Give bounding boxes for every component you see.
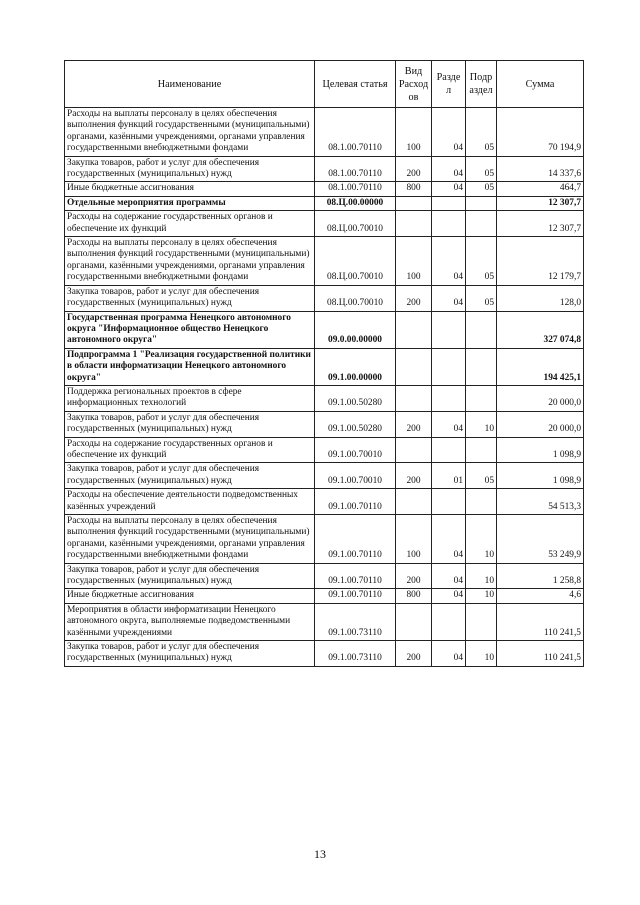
cell-section	[432, 311, 466, 348]
cell-sum: 70 194,9	[497, 108, 584, 157]
cell-name: Иные бюджетные ассигнования	[65, 589, 315, 603]
cell-subsection	[466, 437, 497, 463]
cell-expense-type	[396, 311, 432, 348]
cell-target-article: 09.1.00.50280	[315, 385, 396, 411]
cell-section	[432, 437, 466, 463]
cell-subsection	[466, 348, 497, 385]
cell-subsection	[466, 311, 497, 348]
header-sum: Сумма	[497, 61, 584, 108]
cell-expense-type	[396, 489, 432, 515]
cell-name: Иные бюджетные ассигнования	[65, 182, 315, 196]
table-row	[65, 563, 584, 589]
cell-name: Поддержка региональных проектов в сфере информационных технологий	[65, 385, 315, 411]
cell-sum: 327 074,8	[497, 311, 584, 348]
cell-section: 01	[432, 463, 466, 489]
table-row	[65, 196, 584, 210]
cell-name: Закупка товаров, работ и услуг для обеспечения государственных (муниципальных) нужд	[65, 641, 315, 667]
cell-section	[432, 385, 466, 411]
header-expense-type: Вид Расход ов	[396, 61, 432, 108]
cell-section	[432, 489, 466, 515]
cell-name: Расходы на обеспечение деятельности подведомственных казённых учреждений	[65, 489, 315, 515]
cell-sum: 14 337,6	[497, 156, 584, 182]
cell-name: Расходы на содержание государственных органов и обеспечение их функций	[65, 437, 315, 463]
cell-target-article: 09.1.00.00000	[315, 348, 396, 385]
cell-sum: 54 513,3	[497, 489, 584, 515]
cell-section	[432, 211, 466, 237]
header-section: Разде л	[432, 61, 466, 108]
cell-expense-type: 200	[396, 411, 432, 437]
cell-expense-type: 200	[396, 285, 432, 311]
cell-subsection: 05	[466, 463, 497, 489]
cell-expense-type	[396, 385, 432, 411]
cell-sum: 194 425,1	[497, 348, 584, 385]
cell-target-article: 09.1.00.70010	[315, 437, 396, 463]
table-row	[65, 463, 584, 489]
table-row	[65, 385, 584, 411]
cell-name: Закупка товаров, работ и услуг для обеспечения государственных (муниципальных) нужд	[65, 563, 315, 589]
cell-section	[432, 348, 466, 385]
cell-sum: 1 258,8	[497, 563, 584, 589]
cell-name: Закупка товаров, работ и услуг для обеспечения государственных (муниципальных) нужд	[65, 285, 315, 311]
cell-section: 04	[432, 182, 466, 196]
cell-target-article: 09.1.00.73110	[315, 641, 396, 667]
cell-subsection: 05	[466, 285, 497, 311]
table-row	[65, 515, 584, 564]
table-row	[65, 311, 584, 348]
cell-section	[432, 196, 466, 210]
cell-subsection: 05	[466, 108, 497, 157]
cell-sum: 110 241,5	[497, 641, 584, 667]
cell-expense-type: 800	[396, 182, 432, 196]
cell-target-article: 09.1.00.70110	[315, 589, 396, 603]
cell-target-article: 09.1.00.70110	[315, 489, 396, 515]
cell-section: 04	[432, 156, 466, 182]
cell-section: 04	[432, 563, 466, 589]
header-name: Наименование	[65, 61, 315, 108]
cell-section	[432, 603, 466, 640]
cell-expense-type	[396, 437, 432, 463]
header-target-article: Целевая статья	[315, 61, 396, 108]
cell-expense-type: 200	[396, 641, 432, 667]
table-row	[65, 411, 584, 437]
cell-name: Закупка товаров, работ и услуг для обеспечения государственных (муниципальных) нужд	[65, 463, 315, 489]
cell-expense-type: 200	[396, 463, 432, 489]
cell-subsection: 10	[466, 515, 497, 564]
cell-subsection	[466, 211, 497, 237]
cell-subsection	[466, 196, 497, 210]
table-row	[65, 603, 584, 640]
table-row	[65, 285, 584, 311]
cell-expense-type: 100	[396, 108, 432, 157]
cell-name: Закупка товаров, работ и услуг для обеспечения государственных (муниципальных) нужд	[65, 411, 315, 437]
cell-expense-type	[396, 348, 432, 385]
cell-target-article: 08.1.00.70110	[315, 182, 396, 196]
cell-name: Расходы на выплаты персоналу в целях обеспечения выполнения функций государственными (муниципальными) органами, казёнными учреждениями, органами управления государственными внебюджетными фондами	[65, 237, 315, 286]
cell-target-article: 08.Ц.00.70010	[315, 285, 396, 311]
budget-table	[64, 60, 584, 667]
cell-section: 04	[432, 515, 466, 564]
cell-subsection	[466, 603, 497, 640]
cell-target-article: 09.1.00.70010	[315, 463, 396, 489]
cell-name: Расходы на выплаты персоналу в целях обеспечения выполнения функций государственными (муниципальными) органами, казёнными учреждениями, органами управления государственными внебюджетными фондами	[65, 515, 315, 564]
cell-sum: 12 179,7	[497, 237, 584, 286]
cell-subsection	[466, 385, 497, 411]
cell-name: Отдельные мероприятия программы	[65, 196, 315, 210]
cell-sum: 4,6	[497, 589, 584, 603]
table-row	[65, 641, 584, 667]
cell-expense-type	[396, 196, 432, 210]
table-row	[65, 211, 584, 237]
cell-target-article: 09.0.00.00000	[315, 311, 396, 348]
cell-name: Расходы на выплаты персоналу в целях обеспечения выполнения функций государственными (муниципальными) органами, казёнными учреждениями, органами управления государственными внебюджетными фондами	[65, 108, 315, 157]
cell-target-article: 09.1.00.70110	[315, 563, 396, 589]
cell-subsection: 05	[466, 156, 497, 182]
table-row	[65, 437, 584, 463]
cell-subsection: 10	[466, 563, 497, 589]
cell-sum: 128,0	[497, 285, 584, 311]
table-row	[65, 489, 584, 515]
cell-target-article: 09.1.00.70110	[315, 515, 396, 564]
cell-section: 04	[432, 285, 466, 311]
table-row	[65, 237, 584, 286]
table-row	[65, 589, 584, 603]
table-row	[65, 108, 584, 157]
cell-sum: 53 249,9	[497, 515, 584, 564]
cell-subsection: 05	[466, 237, 497, 286]
cell-sum: 464,7	[497, 182, 584, 196]
cell-sum: 110 241,5	[497, 603, 584, 640]
cell-subsection: 10	[466, 641, 497, 667]
cell-name: Расходы на содержание государственных органов и обеспечение их функций	[65, 211, 315, 237]
cell-name: Закупка товаров, работ и услуг для обеспечения государственных (муниципальных) нужд	[65, 156, 315, 182]
cell-name: Подпрограмма 1 "Реализация государственной политики в области информатизации Ненецкого автономного округа"	[65, 348, 315, 385]
cell-target-article: 08.1.00.70110	[315, 156, 396, 182]
cell-expense-type: 200	[396, 156, 432, 182]
cell-section: 04	[432, 108, 466, 157]
cell-target-article: 08.1.00.70110	[315, 108, 396, 157]
cell-subsection: 10	[466, 589, 497, 603]
cell-sum: 1 098,9	[497, 437, 584, 463]
cell-target-article: 09.1.00.50280	[315, 411, 396, 437]
cell-name: Мероприятия в области информатизации Ненецкого автономного округа, выполняемые подведомственными казёнными учреждениями	[65, 603, 315, 640]
cell-expense-type: 800	[396, 589, 432, 603]
cell-target-article: 08.Ц.00.70010	[315, 237, 396, 286]
cell-expense-type: 100	[396, 237, 432, 286]
cell-target-article: 08.Ц.00.70010	[315, 211, 396, 237]
table-body	[65, 108, 584, 667]
cell-sum: 20 000,0	[497, 411, 584, 437]
cell-expense-type: 200	[396, 563, 432, 589]
cell-section: 04	[432, 411, 466, 437]
page-number: 13	[314, 847, 326, 861]
cell-sum: 12 307,7	[497, 211, 584, 237]
cell-subsection: 10	[466, 411, 497, 437]
cell-target-article: 08.Ц.00.00000	[315, 196, 396, 210]
table-row	[65, 182, 584, 196]
cell-name: Государственная программа Ненецкого автономного округа "Информационное общество Ненецкого автономного округа"	[65, 311, 315, 348]
cell-sum: 12 307,7	[497, 196, 584, 210]
cell-expense-type	[396, 211, 432, 237]
cell-section: 04	[432, 589, 466, 603]
table-row	[65, 156, 584, 182]
cell-expense-type: 100	[396, 515, 432, 564]
table-header-row	[65, 61, 584, 108]
cell-section: 04	[432, 641, 466, 667]
table-row	[65, 348, 584, 385]
cell-sum: 20 000,0	[497, 385, 584, 411]
header-subsection: Подр аздел	[466, 61, 497, 108]
cell-subsection	[466, 489, 497, 515]
cell-sum: 1 098,9	[497, 463, 584, 489]
cell-expense-type	[396, 603, 432, 640]
cell-target-article: 09.1.00.73110	[315, 603, 396, 640]
cell-subsection: 05	[466, 182, 497, 196]
cell-section: 04	[432, 237, 466, 286]
